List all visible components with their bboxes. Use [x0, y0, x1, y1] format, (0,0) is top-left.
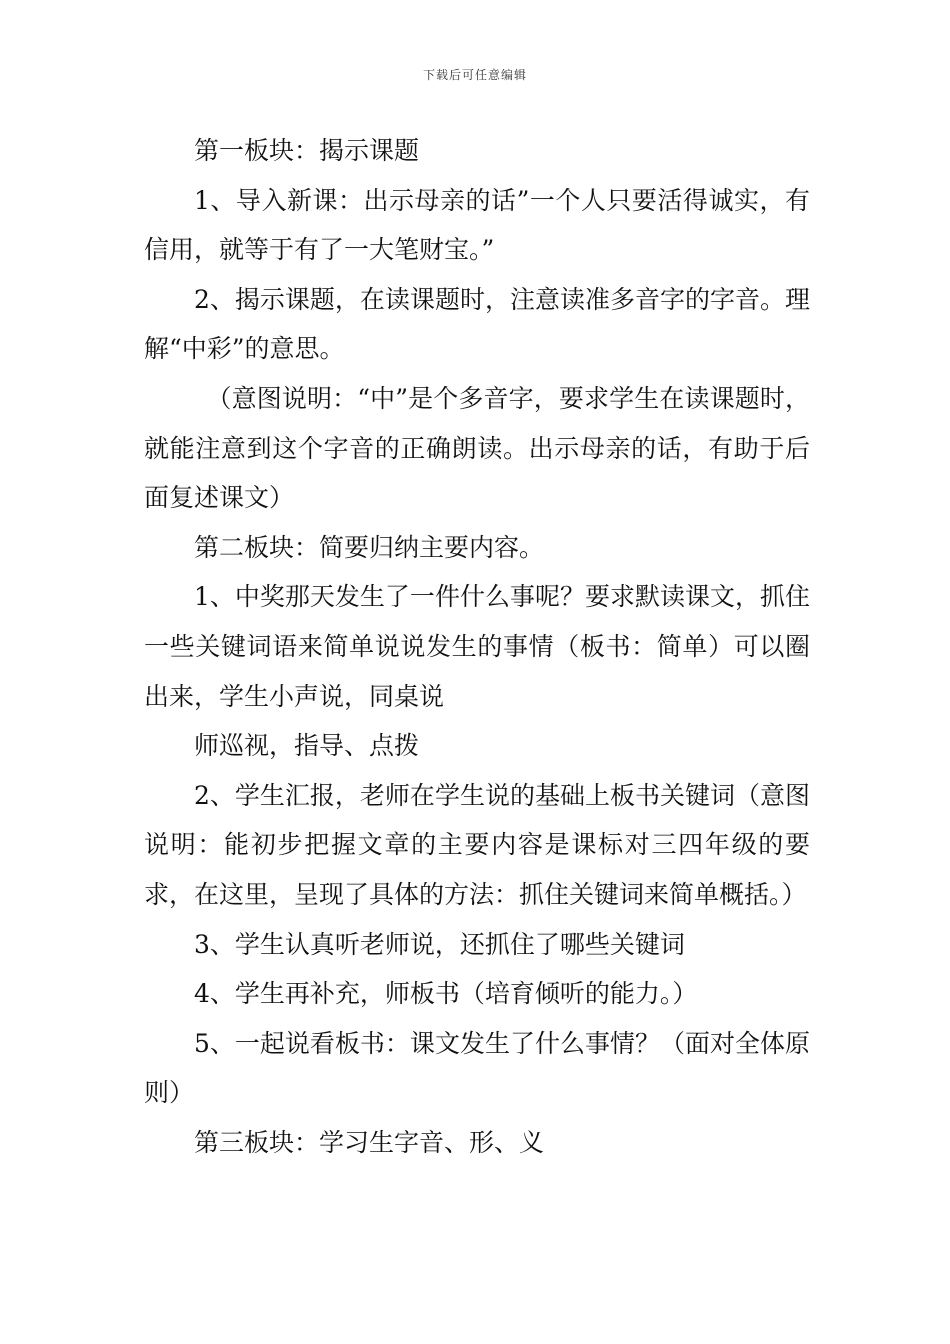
paragraph: 2、学生汇报，老师在学生说的基础上板书关键词（意图说明：能初步把握文章的主要内容是课标对三四年级的要求，在这里，呈现了具体的方法：抓住关键词来简单概括。） — [144, 780, 810, 909]
paragraph: 1、中奖那天发生了一件什么事呢？要求默读课文，抓住一些关键词语来简单说说发生的事情（板书：简单）可以圈出来，学生小声说，同桌说 — [144, 582, 810, 711]
section-heading-2: 第二板块：简要归纳主要内容。 — [194, 532, 545, 562]
page-header: 下载后可任意编辑 — [422, 68, 527, 82]
paragraph: 5、一起说看板书：课文发生了什么事情？（面对全体原则） — [144, 1028, 810, 1108]
paragraph: 4、学生再补充，师板书（培育倾听的能力。） — [194, 979, 698, 1009]
paragraph: 3、学生认真听老师说，还抓住了哪些关键词 — [194, 929, 685, 959]
intent-note: （意图说明：“中”是个多音字，要求学生在读课题时，就能注意到这个字音的正确朗读。出示母亲的话，有助于后面复述课文） — [144, 383, 810, 513]
section-heading-3: 第三板块：学习生字音、形、义 — [194, 1127, 545, 1157]
paragraph: 1、导入新课：出示母亲的话”一个人只要活得诚实，有信用，就等于有了一大笔财宝。” — [144, 185, 810, 265]
section-heading-1: 第一板块：揭示课题 — [194, 136, 420, 165]
paragraph: 师巡视，指导、点拨 — [194, 731, 420, 761]
paragraph: 2、揭示课题，在读课题时，注意读准多音字的字音。理解“中彩”的意思。 — [144, 284, 810, 364]
document-body — [144, 126, 810, 1167]
